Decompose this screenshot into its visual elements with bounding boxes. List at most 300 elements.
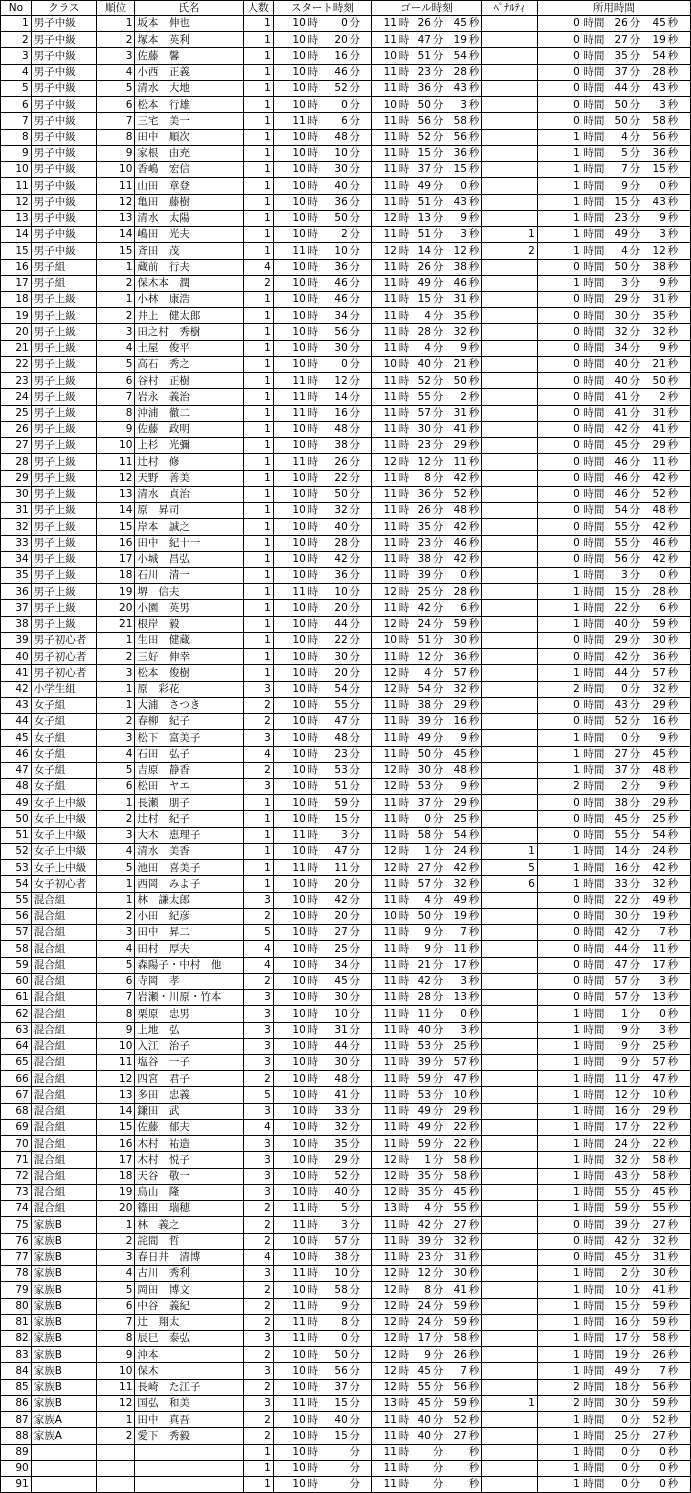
cell-no: 61 — [1, 990, 32, 1006]
goal-minute: 24 — [417, 1299, 431, 1312]
start-minute: 36 — [334, 260, 348, 273]
elapsed-seconds: 3 — [659, 975, 666, 988]
cell-elapsed — [537, 1136, 690, 1152]
elapsed-hours: 1 — [573, 1445, 580, 1458]
cell-goal — [371, 925, 481, 941]
hours-unit: 時間 — [583, 1283, 605, 1296]
start-hour: 10 — [292, 553, 306, 566]
cell-penalty — [481, 1201, 537, 1217]
minute-unit: 分 — [349, 1283, 361, 1296]
minute-unit: 分 — [349, 715, 361, 728]
cell-class: 男子中級 — [31, 243, 96, 259]
cell-penalty — [481, 1314, 537, 1330]
minute-unit: 分 — [629, 228, 641, 241]
second-unit: 秒 — [667, 277, 679, 290]
cell-elapsed — [537, 405, 690, 421]
start-hour: 10 — [292, 471, 306, 484]
hour-unit: 時 — [307, 1316, 319, 1329]
cell-goal — [371, 632, 481, 648]
start-minute: 30 — [334, 650, 348, 663]
goal-second: 3 — [460, 98, 467, 111]
cell-class: 男子組 — [31, 275, 96, 291]
cell-penalty — [481, 373, 537, 389]
cell-start — [273, 1038, 371, 1054]
cell-penalty — [481, 389, 537, 405]
cell-goal — [371, 1395, 481, 1411]
hour-unit: 時 — [307, 812, 319, 825]
elapsed-seconds: 0 — [659, 1462, 666, 1475]
cell-class: 家族B — [31, 1217, 96, 1233]
minute-unit: 分 — [629, 212, 641, 225]
elapsed-seconds: 15 — [652, 163, 666, 176]
table-row — [1, 697, 691, 713]
second-unit: 秒 — [468, 634, 480, 647]
header-penalty: ﾍﾟﾅﾙﾃｨ — [481, 1, 537, 16]
minute-unit: 分 — [349, 796, 361, 809]
elapsed-hours: 1 — [573, 731, 580, 744]
table-row — [1, 324, 691, 340]
minute-unit: 分 — [432, 439, 444, 452]
start-minute: 20 — [334, 601, 348, 614]
start-minute: 46 — [334, 293, 348, 306]
cell-no: 78 — [1, 1266, 32, 1282]
cell-penalty — [481, 584, 537, 600]
cell-no: 66 — [1, 1071, 32, 1087]
elapsed-seconds: 19 — [652, 910, 666, 923]
goal-hour: 11 — [383, 1478, 397, 1491]
goal-second: 32 — [453, 682, 467, 695]
start-hour: 11 — [292, 406, 306, 419]
cell-goal — [371, 779, 481, 795]
start-hour: 10 — [292, 1283, 306, 1296]
hours-unit: 時間 — [583, 1186, 605, 1199]
table-row — [1, 32, 691, 48]
second-unit: 秒 — [667, 926, 679, 939]
cell-class: 女子組 — [31, 730, 96, 746]
start-hour: 10 — [292, 1072, 306, 1085]
cell-no: 67 — [1, 1087, 32, 1103]
minute-unit: 分 — [432, 520, 444, 533]
cell-class: 混合組 — [31, 1184, 96, 1200]
hour-unit: 時 — [398, 1478, 410, 1491]
cell-start — [273, 957, 371, 973]
cell-class: 家族A — [31, 1412, 96, 1428]
minute-unit: 分 — [629, 877, 641, 890]
start-minute: 10 — [334, 1267, 348, 1280]
cell-rank: 4 — [96, 941, 135, 957]
table-row — [1, 1233, 691, 1249]
cell-no: 8 — [1, 129, 32, 145]
cell-elapsed — [537, 275, 690, 291]
hour-unit: 時 — [307, 131, 319, 143]
elapsed-hours: 1 — [573, 1413, 580, 1426]
cell-elapsed — [537, 503, 690, 519]
cell-class: 男子上級 — [31, 421, 96, 437]
cell-penalty — [481, 308, 537, 324]
cell-elapsed — [537, 373, 690, 389]
cell-rank: 12 — [96, 1071, 135, 1087]
hours-unit: 時間 — [583, 601, 605, 614]
hours-unit: 時間 — [583, 634, 605, 647]
table-row — [1, 340, 691, 356]
cell-class: 男子上級 — [31, 551, 96, 567]
start-minute: 45 — [334, 975, 348, 988]
cell-count: 3 — [243, 730, 273, 746]
second-unit: 秒 — [468, 894, 480, 907]
second-unit: 秒 — [667, 1170, 679, 1182]
second-unit: 秒 — [667, 293, 679, 306]
hour-unit: 時 — [307, 585, 319, 598]
hours-unit: 時間 — [583, 942, 605, 955]
hour-unit: 時 — [307, 293, 319, 306]
elapsed-minutes: 17 — [614, 1121, 628, 1134]
cell-name: 鎌田 武 — [135, 1103, 243, 1119]
cell-no: 25 — [1, 405, 32, 421]
cell-penalty — [481, 259, 537, 275]
minute-unit: 分 — [349, 293, 361, 306]
second-unit: 秒 — [667, 358, 679, 371]
goal-hour: 11 — [383, 309, 397, 322]
hour-unit: 時 — [398, 1105, 410, 1118]
second-unit: 秒 — [468, 1299, 480, 1312]
goal-second: 41 — [453, 1283, 467, 1296]
elapsed-seconds: 47 — [652, 1072, 666, 1085]
hour-unit: 時 — [398, 1121, 410, 1134]
cell-rank: 16 — [96, 1136, 135, 1152]
elapsed-seconds: 42 — [652, 471, 666, 484]
hour-unit: 時 — [398, 747, 410, 760]
elapsed-minutes: 32 — [614, 1153, 628, 1166]
cell-class: 男子中級 — [31, 97, 96, 113]
minute-unit: 分 — [349, 455, 361, 468]
cell-start — [273, 1006, 371, 1022]
cell-penalty — [481, 892, 537, 908]
cell-rank: 11 — [96, 1379, 135, 1395]
goal-second: 47 — [453, 1072, 467, 1085]
goal-hour: 11 — [383, 569, 397, 582]
minute-unit: 分 — [432, 488, 444, 501]
minute-unit: 分 — [349, 406, 361, 419]
minute-unit: 分 — [349, 1186, 361, 1199]
cell-start — [273, 1233, 371, 1249]
minute-unit: 分 — [629, 520, 641, 533]
cell-penalty — [481, 48, 537, 64]
hour-unit: 時 — [307, 504, 319, 517]
hour-unit: 時 — [398, 1397, 410, 1410]
cell-no: 6 — [1, 97, 32, 113]
header-goal: ゴール時刻 — [371, 1, 481, 16]
elapsed-minutes: 41 — [614, 406, 628, 419]
cell-penalty — [481, 973, 537, 989]
cell-name: 森陽子・中村 他 — [135, 957, 243, 973]
cell-name: 木村 悦子 — [135, 1152, 243, 1168]
second-unit: 秒 — [667, 553, 679, 566]
elapsed-seconds: 59 — [652, 618, 666, 631]
start-hour: 10 — [292, 179, 306, 192]
cell-class: 混合組 — [31, 1201, 96, 1217]
cell-count: 1 — [243, 1444, 273, 1460]
elapsed-seconds: 45 — [652, 747, 666, 760]
elapsed-seconds: 31 — [652, 1251, 666, 1264]
cell-name: 小園 英男 — [135, 600, 243, 616]
start-hour: 11 — [292, 1316, 306, 1329]
cell-elapsed — [537, 843, 690, 859]
goal-hour: 12 — [383, 1316, 397, 1329]
goal-second: 58 — [453, 1153, 467, 1166]
hour-unit: 時 — [398, 601, 410, 614]
cell-no: 29 — [1, 470, 32, 486]
goal-minute: 49 — [417, 277, 431, 290]
cell-no: 11 — [1, 178, 32, 194]
cell-rank: 3 — [96, 925, 135, 941]
hour-unit: 時 — [307, 325, 319, 338]
elapsed-hours: 1 — [573, 147, 580, 160]
cell-count: 1 — [243, 113, 273, 129]
cell-penalty — [481, 97, 537, 113]
hours-unit: 時間 — [583, 471, 605, 484]
elapsed-minutes: 0 — [621, 1478, 628, 1491]
cell-goal — [371, 1282, 481, 1298]
table-row — [1, 1298, 691, 1314]
goal-second: 43 — [453, 195, 467, 208]
goal-second: 16 — [453, 715, 467, 728]
cell-count: 2 — [243, 1379, 273, 1395]
goal-minute: 30 — [417, 764, 431, 777]
start-minute: 0 — [341, 17, 348, 30]
hour-unit: 時 — [398, 553, 410, 566]
second-unit: 秒 — [468, 277, 480, 290]
hour-unit: 時 — [307, 423, 319, 436]
elapsed-seconds: 48 — [652, 764, 666, 777]
hour-unit: 時 — [307, 682, 319, 695]
table-row — [1, 730, 691, 746]
cell-rank: 5 — [96, 356, 135, 372]
cell-elapsed — [537, 324, 690, 340]
elapsed-minutes: 42 — [614, 423, 628, 436]
second-unit: 秒 — [468, 1283, 480, 1296]
cell-no: 77 — [1, 1249, 32, 1265]
cell-start — [273, 80, 371, 96]
elapsed-hours: 1 — [573, 1429, 580, 1442]
second-unit: 秒 — [468, 618, 480, 631]
start-minute: 56 — [334, 1364, 348, 1377]
cell-start — [273, 567, 371, 583]
cell-penalty — [481, 291, 537, 307]
elapsed-seconds: 50 — [652, 374, 666, 387]
hours-unit: 時間 — [583, 439, 605, 452]
table-row — [1, 503, 691, 519]
cell-name: 生田 健蔵 — [135, 632, 243, 648]
second-unit: 秒 — [468, 764, 480, 777]
start-hour: 10 — [292, 1364, 306, 1377]
cell-count: 1 — [243, 80, 273, 96]
cell-elapsed — [537, 584, 690, 600]
start-minute: 9 — [341, 1299, 348, 1312]
minute-unit: 分 — [629, 406, 641, 419]
cell-start — [273, 714, 371, 730]
cell-class: 女子上中級 — [31, 843, 96, 859]
cell-name: 沖浦 徹二 — [135, 405, 243, 421]
cell-rank — [96, 1444, 135, 1460]
cell-penalty — [481, 990, 537, 1006]
start-hour: 10 — [292, 699, 306, 712]
cell-goal — [371, 1103, 481, 1119]
elapsed-minutes: 4 — [621, 244, 628, 257]
hour-unit: 時 — [398, 82, 410, 95]
hour-unit: 時 — [307, 17, 319, 30]
cell-no: 75 — [1, 1217, 32, 1233]
table-row — [1, 714, 691, 730]
second-unit: 秒 — [468, 1153, 480, 1166]
cell-elapsed — [537, 892, 690, 908]
hour-unit: 時 — [307, 796, 319, 809]
minute-unit: 分 — [629, 829, 641, 842]
elapsed-hours: 1 — [573, 1007, 580, 1020]
minute-unit: 分 — [432, 747, 444, 760]
elapsed-hours: 0 — [573, 114, 580, 127]
start-hour: 11 — [292, 244, 306, 257]
cell-no: 88 — [1, 1428, 32, 1444]
second-unit: 秒 — [468, 82, 480, 95]
table-row — [1, 632, 691, 648]
start-minute: 48 — [334, 731, 348, 744]
cell-rank: 1 — [96, 259, 135, 275]
cell-name: 木村 祐造 — [135, 1136, 243, 1152]
elapsed-hours: 1 — [573, 244, 580, 257]
hour-unit: 時 — [398, 1088, 410, 1101]
second-unit: 秒 — [468, 1397, 480, 1410]
elapsed-minutes: 56 — [614, 553, 628, 566]
second-unit: 秒 — [667, 764, 679, 777]
cell-count: 3 — [243, 1136, 273, 1152]
second-unit: 秒 — [468, 991, 480, 1004]
elapsed-seconds: 0 — [659, 1478, 666, 1491]
table-row — [1, 1379, 691, 1395]
hours-unit: 時間 — [583, 49, 605, 62]
cell-class: 男子中級 — [31, 162, 96, 178]
minute-unit: 分 — [432, 780, 444, 793]
cell-elapsed — [537, 908, 690, 924]
goal-hour: 12 — [383, 244, 397, 257]
cell-class: 家族B — [31, 1282, 96, 1298]
second-unit: 秒 — [468, 1186, 480, 1199]
elapsed-minutes: 37 — [614, 764, 628, 777]
cell-elapsed — [537, 210, 690, 226]
elapsed-hours: 1 — [573, 1348, 580, 1361]
cell-start — [273, 194, 371, 210]
minute-unit: 分 — [432, 975, 444, 988]
cell-no: 40 — [1, 649, 32, 665]
minute-unit: 分 — [629, 49, 641, 62]
hour-unit: 時 — [307, 845, 319, 858]
elapsed-seconds: 16 — [652, 715, 666, 728]
hours-unit: 時間 — [583, 325, 605, 338]
cell-class: 男子上級 — [31, 519, 96, 535]
elapsed-hours: 1 — [573, 277, 580, 290]
cell-penalty — [481, 795, 537, 811]
elapsed-hours: 1 — [573, 1364, 580, 1377]
goal-hour: 11 — [383, 1023, 397, 1036]
cell-count: 4 — [243, 941, 273, 957]
hour-unit: 時 — [398, 195, 410, 208]
cell-start — [273, 243, 371, 259]
minute-unit: 分 — [349, 1462, 361, 1475]
cell-elapsed — [537, 194, 690, 210]
cell-elapsed — [537, 730, 690, 746]
minute-unit: 分 — [629, 66, 641, 79]
cell-elapsed — [537, 1330, 690, 1346]
table-row — [1, 373, 691, 389]
cell-rank: 3 — [96, 324, 135, 340]
cell-name: 堺 信夫 — [135, 584, 243, 600]
cell-name: 辻村 紀子 — [135, 811, 243, 827]
cell-goal — [371, 1412, 481, 1428]
elapsed-hours: 0 — [573, 975, 580, 988]
second-unit: 秒 — [667, 325, 679, 338]
cell-penalty — [481, 697, 537, 713]
minute-unit: 分 — [349, 845, 361, 858]
goal-hour: 10 — [383, 49, 397, 62]
elapsed-hours: 1 — [573, 1283, 580, 1296]
cell-count: 1 — [243, 535, 273, 551]
start-hour: 10 — [292, 877, 306, 890]
cell-goal — [371, 1217, 481, 1233]
minute-unit: 分 — [432, 342, 444, 355]
elapsed-seconds: 29 — [652, 699, 666, 712]
cell-class: 男子中級 — [31, 32, 96, 48]
cell-name: 松本 行雄 — [135, 97, 243, 113]
second-unit: 秒 — [468, 715, 480, 728]
elapsed-seconds: 9 — [659, 731, 666, 744]
second-unit: 秒 — [667, 439, 679, 452]
minute-unit: 分 — [432, 601, 444, 614]
cell-start — [273, 340, 371, 356]
minute-unit: 分 — [629, 1267, 641, 1280]
goal-minute: 4 — [424, 666, 431, 679]
cell-start — [273, 519, 371, 535]
table-row — [1, 876, 691, 892]
start-minute: 41 — [334, 1088, 348, 1101]
elapsed-seconds: 32 — [652, 325, 666, 338]
cell-penalty — [481, 80, 537, 96]
elapsed-minutes: 30 — [614, 1397, 628, 1410]
cell-count: 1 — [243, 129, 273, 145]
elapsed-hours: 1 — [573, 1137, 580, 1150]
elapsed-seconds: 30 — [652, 634, 666, 647]
cell-count: 1 — [243, 405, 273, 421]
cell-start — [273, 1282, 371, 1298]
second-unit: 秒 — [667, 309, 679, 322]
second-unit: 秒 — [468, 1462, 480, 1475]
cell-count: 3 — [243, 990, 273, 1006]
start-minute: 37 — [334, 1381, 348, 1394]
cell-penalty — [481, 827, 537, 843]
cell-start — [273, 600, 371, 616]
goal-minute: 8 — [424, 471, 431, 484]
cell-name: 辻村 修 — [135, 454, 243, 470]
minute-unit: 分 — [629, 845, 641, 858]
goal-hour: 10 — [383, 98, 397, 111]
hour-unit: 時 — [398, 1153, 410, 1166]
hours-unit: 時間 — [583, 650, 605, 663]
cell-penalty — [481, 746, 537, 762]
minute-unit: 分 — [432, 1234, 444, 1247]
cell-goal — [371, 275, 481, 291]
cell-goal — [371, 405, 481, 421]
goal-minute: 42 — [417, 1218, 431, 1231]
cell-elapsed — [537, 1428, 690, 1444]
hours-unit: 時間 — [583, 1364, 605, 1377]
